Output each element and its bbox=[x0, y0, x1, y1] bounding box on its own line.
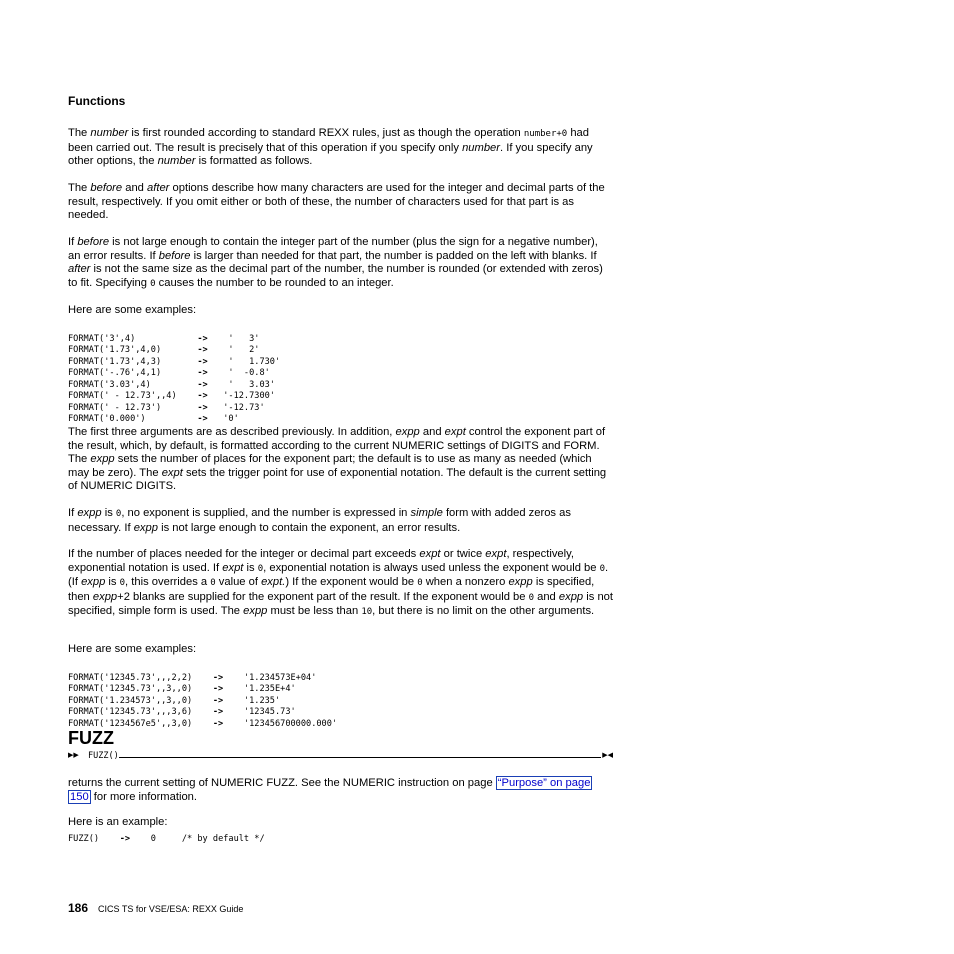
page-number: 186 bbox=[68, 901, 89, 915]
code-line: FORMAT('1.73',4,0) -> ' 2' bbox=[68, 345, 260, 355]
code-line: FORMAT(' - 12.73') -> '-12.73' bbox=[68, 402, 265, 413]
examples-label: Here are some examples: bbox=[68, 304, 197, 316]
paragraph-before-after: The before and after options describe how many characters are used for the integer and decimal parts of the result, respectively. If you omit either or both of these, the number of characters used for that part is as needed. bbox=[68, 182, 605, 222]
cross-reference-link[interactable]: “Purpose” on page bbox=[497, 777, 591, 789]
syntax-keyword: FUZZ() bbox=[88, 751, 119, 761]
code-line: FORMAT('12345.73',,,3,6) -> '12345.73' bbox=[68, 707, 296, 717]
paragraph-before-errors: If before is not large enough to contain the integer part of the number (plus the sign for a negative number), an error results. If before is larger than needed for that part, the number is padded on the left with blanks. If after is not the same size as the decimal part of the number, the number is rounded (or extended with zeros) to fit. Specifying 0 causes the number to be rounded to an integer. bbox=[68, 236, 603, 289]
code-line: FORMAT('0.000') -> '0' bbox=[68, 414, 239, 424]
code-line: FORMAT('12345.73',,,2,2) -> '1.234573E+04' bbox=[68, 672, 317, 683]
paragraph-number-rounding: The number is first rounded according to standard REXX rules, just as though the operation number+0 had been carried out. The result is precisely that of this operation if you specify only number. If you specify any other options, the number is formatted as follows. bbox=[68, 127, 593, 168]
paragraph-expp-expt: The first three arguments are as described previously. In addition, expp and expt control the exponent part of the result, which, by default, is formatted according to the current NUMERIC settings of DIGITS and FORM. The expp sets the number of places for the exponent part; the default is to use as many as needed (which may be zero). The expt sets the trigger point for use of exponential notation. The default is the current setting of NUMERIC DIGITS. bbox=[68, 426, 607, 493]
document-page bbox=[68, 0, 613, 954]
code-line: FORMAT('1.234573',,3,,0) -> '1.235' bbox=[68, 695, 281, 706]
examples-label: Here are some examples: bbox=[68, 643, 197, 655]
syntax-diagram-fuzz bbox=[68, 751, 613, 763]
code-line: FORMAT('1.73',4,3) -> ' 1.730' bbox=[68, 356, 281, 367]
paragraph-fuzz-description: returns the current setting of NUMERIC FUZZ. See the NUMERIC instruction on page “Purpose” on page 150 for more information. bbox=[68, 777, 591, 803]
code-line: FORMAT('3.03',4) -> ' 3.03' bbox=[68, 379, 275, 390]
code-examples-format bbox=[68, 322, 280, 437]
example-label: Here is an example: bbox=[68, 816, 168, 828]
code-line: FORMAT('1234567e5',,3,0) -> '123456700000.000' bbox=[68, 718, 338, 729]
syntax-end-icon: ▶◀ bbox=[602, 752, 613, 759]
paragraph-exponential-notation: If the number of places needed for the integer or decimal part exceeds expt or twice expt, respectively, exponential notation is used. If expt is 0, exponential notation is always used unless the exponent would be 0. (If expp is 0, this overrides a 0 value of expt.) If the exponent would be 0 when a nonzero expp is specified, then expp+2 blanks are supplied for the exponent part of the result. If the exponent would be 0 and expp is not specified, simple form is used. The expp must be less than 10, but there is no limit on the other arguments. bbox=[68, 548, 614, 618]
code-line: FORMAT('12345.73',,3,,0) -> '1.235E+4' bbox=[68, 684, 296, 694]
syntax-line bbox=[119, 757, 601, 758]
page-footer bbox=[68, 901, 243, 915]
paragraph-expp-zero: If expp is 0, no exponent is supplied, and the number is expressed in simple form with added zeros as necessary. If expp is not large enough to contain the exponent, an error results. bbox=[68, 507, 571, 534]
code-line: FORMAT('-.76',4,1) -> ' -0.8' bbox=[68, 368, 270, 378]
book-title: CICS TS for VSE/ESA: REXX Guide bbox=[98, 904, 244, 914]
code-line: FORMAT(' - 12.73',,4) -> '-12.7300' bbox=[68, 391, 275, 401]
syntax-start-icon: ▶▶ bbox=[68, 752, 79, 759]
cross-reference-link[interactable]: 150 bbox=[70, 790, 89, 803]
running-header: Functions bbox=[68, 94, 126, 108]
code-line: FORMAT('3',4) -> ' 3' bbox=[68, 333, 260, 344]
code-example-fuzz: FUZZ() -> 0 /* by default */ bbox=[68, 834, 265, 844]
section-heading-fuzz: FUZZ bbox=[68, 728, 114, 748]
